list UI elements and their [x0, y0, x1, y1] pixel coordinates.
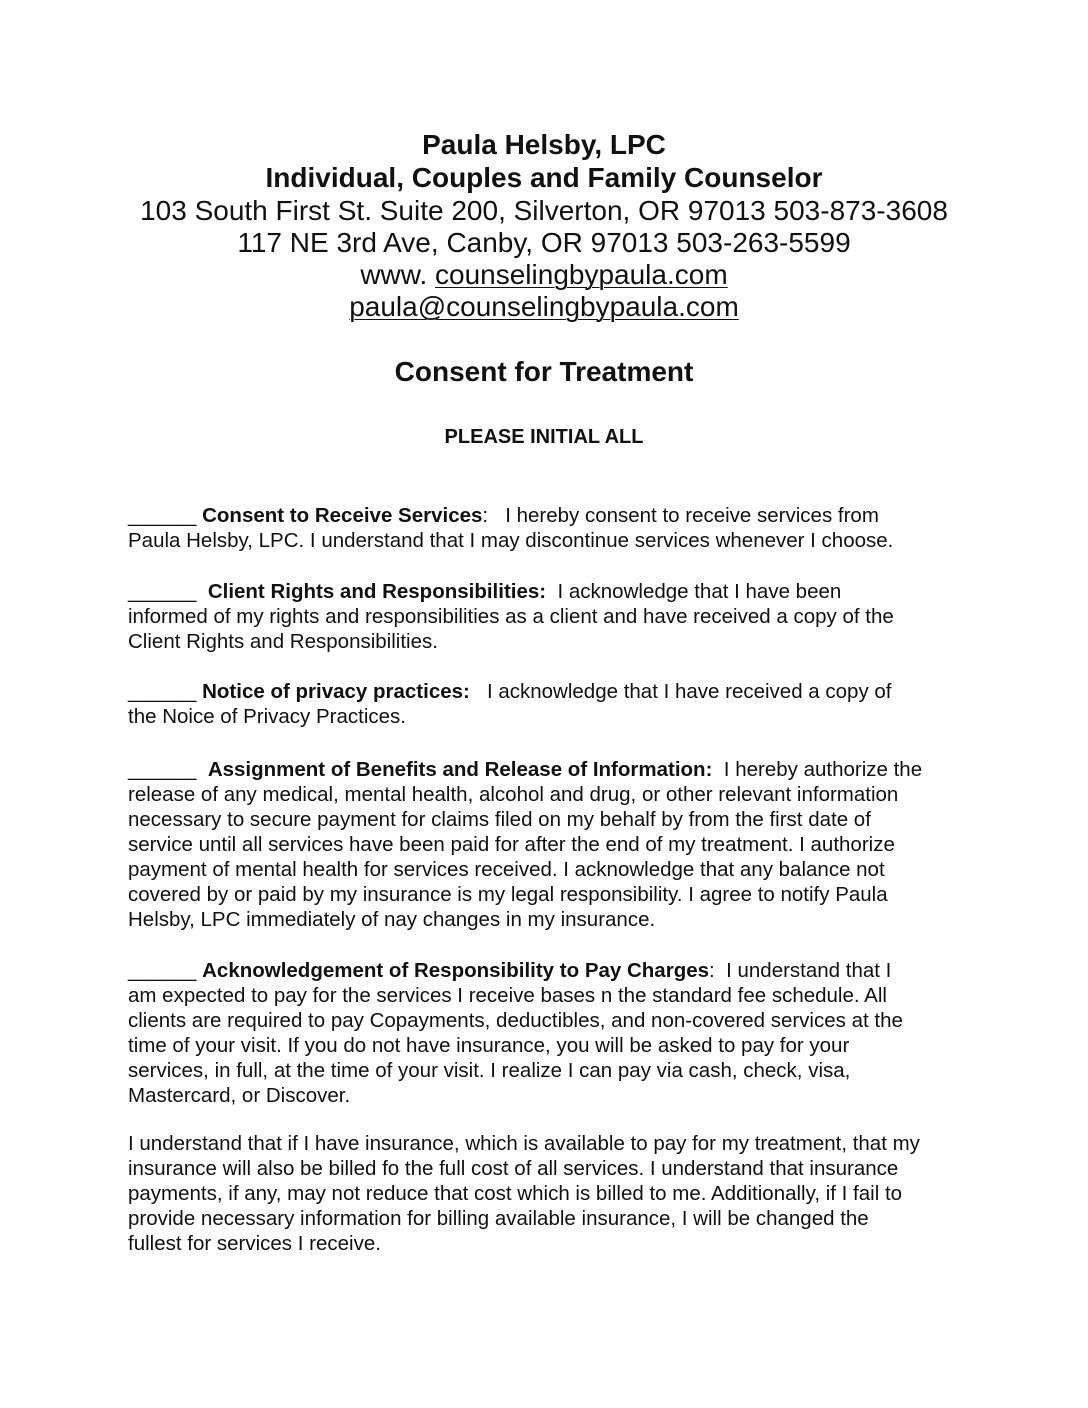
section-line [128, 757, 968, 782]
section-line: payments, if any, may not reduce that cost which is billed to me. Additionally, if I fail to [128, 1182, 903, 1205]
section-line: service until all services have been paid for after the end of my treatment. I authorize [128, 833, 895, 856]
section-line: provide necessary information for billing available insurance, I will be changed the [128, 1207, 869, 1230]
section-line: Paula Helsby, LPC. I understand that I may discontinue services whenever I choose. [128, 529, 894, 552]
section-line: fullest for services I receive. [128, 1232, 381, 1255]
section-line: necessary to secure payment for claims filed on my behalf by from the first date of [128, 808, 871, 831]
initial-instruction: PLEASE INITIAL ALL [444, 426, 644, 448]
section-line: Mastercard, or Discover. [128, 1084, 351, 1107]
email-link[interactable]: paula@counselingbypaula.com [349, 291, 739, 322]
email-line [0, 291, 1088, 323]
section-line: am expected to pay for the services I receive bases n the standard fee schedule. All [128, 984, 887, 1007]
section-text: I hereby authorize the [712, 758, 923, 781]
section-line [128, 679, 968, 704]
section-line [128, 503, 968, 528]
section-text: : I hereby consent to receive services from [482, 504, 879, 527]
initials-blank[interactable]: ______ [128, 680, 203, 703]
section-text: I acknowledge that I have received a copy of [469, 680, 892, 703]
initials-blank[interactable]: ______ [128, 504, 203, 527]
section-heading: Notice of privacy practices: [202, 680, 470, 703]
section-heading: Assignment of Benefits and Release of Information: [207, 758, 713, 781]
section-consent-to-receive-services [128, 503, 968, 553]
section-heading: Client Rights and Responsibilities: [207, 580, 547, 603]
section-line: Client Rights and Responsibilities. [128, 630, 438, 653]
section-line [128, 958, 968, 983]
initials-blank[interactable]: ______ [128, 580, 208, 603]
section-line: services, in full, at the time of your visit. I realize I can pay via cash, check, visa, [128, 1059, 851, 1082]
section-line: time of your visit. If you do not have insurance, you will be asked to pay for your [128, 1034, 850, 1057]
section-line: payment of mental health for services received. I acknowledge that any balance not [128, 858, 885, 881]
section-line: Helsby, LPC immediately of nay changes in my insurance. [128, 908, 656, 931]
section-line: the Noice of Privacy Practices. [128, 705, 406, 728]
section-client-rights [128, 579, 968, 654]
website-prefix: www. [360, 259, 436, 290]
section-text: I acknowledge that I have been [546, 580, 842, 603]
section-line: release of any medical, mental health, alcohol and drug, or other relevant information [128, 783, 899, 806]
section-line: informed of my rights and responsibilities as a client and have received a copy of the [128, 605, 894, 628]
counselor-subtitle: Individual, Couples and Family Counselor [265, 162, 823, 193]
section-line: insurance will also be billed fo the full cost of all services. I understand that insurance [128, 1157, 899, 1180]
section-heading: Acknowledgement of Responsibility to Pay Charges [202, 959, 710, 982]
section-pay-charges [128, 958, 968, 1108]
document-title: Consent for Treatment [394, 356, 694, 387]
address-canby: 117 NE 3rd Ave, Canby, OR 97013 503-263-5599 [237, 227, 851, 258]
section-line [128, 579, 968, 604]
section-line: clients are required to pay Copayments, deductibles, and non-covered services at the [128, 1009, 903, 1032]
section-line: covered by or paid by my insurance is my legal responsibility. I agree to notify Paula [128, 883, 888, 906]
section-text: : I understand that I [709, 959, 892, 982]
initials-blank[interactable]: ______ [128, 959, 203, 982]
website-link[interactable]: counselingbypaula.com [435, 259, 728, 290]
website-line [0, 259, 1088, 291]
section-insurance-billing [128, 1131, 968, 1256]
section-line: I understand that if I have insurance, which is available to pay for my treatment, that my [128, 1132, 920, 1155]
section-privacy-practices [128, 679, 968, 729]
section-assignment-of-benefits [128, 757, 968, 932]
counselor-name: Paula Helsby, LPC [422, 129, 666, 160]
address-silverton: 103 South First St. Suite 200, Silverton, OR 97013 503-873-3608 [140, 195, 948, 226]
initials-blank[interactable]: ______ [128, 758, 208, 781]
section-heading: Consent to Receive Services [202, 504, 483, 527]
